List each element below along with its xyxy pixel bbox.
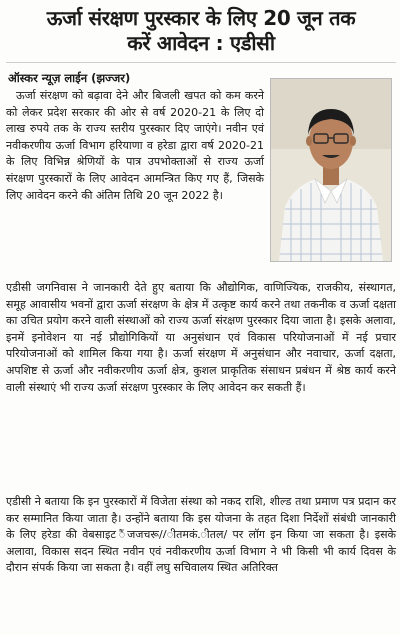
headline-line-2: करें आवेदन : एडीसी <box>127 31 275 55</box>
article-paragraph-3: एडीसी ने बताया कि इन पुरस्कारों में विजेता संस्था को नकद राशि, शील्ड तथा प्रमाण पत्र प्रदान कर कर सम्मानित किया जाता है। उन्होंने बताया कि इस योजना के तहत दिशा निर्देशों संबंधी जानकारी के लिए हरेडा की वेबसाइट ैंजजचरू//ीतमकं.ीतल/ पर लॉग इन किया जा सकता है। इसके अलावा, विकास सदन स्थित नवीन एवं नवीकरणीय ऊर्जा विभाग ने भी किसी भी कार्य दिवस के दौरान संपर्क किया जा सकता है। वहीं लघु सचिवालय स्थित अतिरिक्त <box>6 495 396 575</box>
portrait-illustration <box>271 79 391 261</box>
headline-divider <box>6 62 396 63</box>
article-headline <box>6 6 396 56</box>
article-byline: ऑस्कर न्यूज़ लाईन (झज्जर) <box>8 71 131 85</box>
article-paragraph-2: एडीसी जगनिवास ने जानकारी देते हुए बताया कि औद्योगिक, वाणिज्यिक, राजकीय, संस्थागत, समूह आवासीय भवनों द्वारा ऊर्जा संरक्षण के क्षेत्र में उत्कृष्ट कार्य करने तथा तकनीक व ऊर्जा दक्षता का उचित प्रयोग करने वाली संस्थाओं को राज्य ऊर्जा संरक्षण पुरस्कार दिया जाता है। इसके अलावा, इनमें इनोवेशन या नई प्रौद्योगिकियों या अनुसंधान एवं विकास परियोजनाओं में नई प्रचार परियोजनाओं को शामिल किया गया है। ऊर्जा संरक्षण में अनुसंधान और नवाचार, ऊर्जा दक्षता, अपशिष्ट से ऊर्जा और नवीकरणीय ऊर्जा क्षेत्र, कुशल प्राकृतिक संसाधन प्रबंधन में श्रेष्ठ कार्य करने वाली संस्थाएं भी राज्य ऊर्जा संरक्षण पुरस्कार के लिए आवेदन कर सकती हैं। <box>6 281 396 394</box>
article-paragraph-1: ऊर्जा संरक्षण को बढ़ावा देने और बिजली खपत को कम करने को लेकर प्रदेश सरकार की ओर से वर्ष 2020-21 के लिए दो लाख रुपये तक के राज्य स्तरीय पुरस्कार दिए जाएंगे। नवीन एवं नवीकरणीय ऊर्जा विभाग हरियाणा व हरेडा द्वारा वर्ष 2020-21 के लिए विभिन्न श्रेणियों के पात्र उपभोक्ताओं से राज्य ऊर्जा संरक्षण पुरस्कारों के लिए आवेदन आमन्त्रित किए गए हैं, जिसके लिए आवेदन करने की अंतिम तिथि 20 जून 2022 है। <box>6 89 264 202</box>
adc-portrait-photo <box>270 78 392 262</box>
headline-line-1: ऊर्जा संरक्षण पुरस्कार के लिए 20 जून तक <box>46 6 356 30</box>
